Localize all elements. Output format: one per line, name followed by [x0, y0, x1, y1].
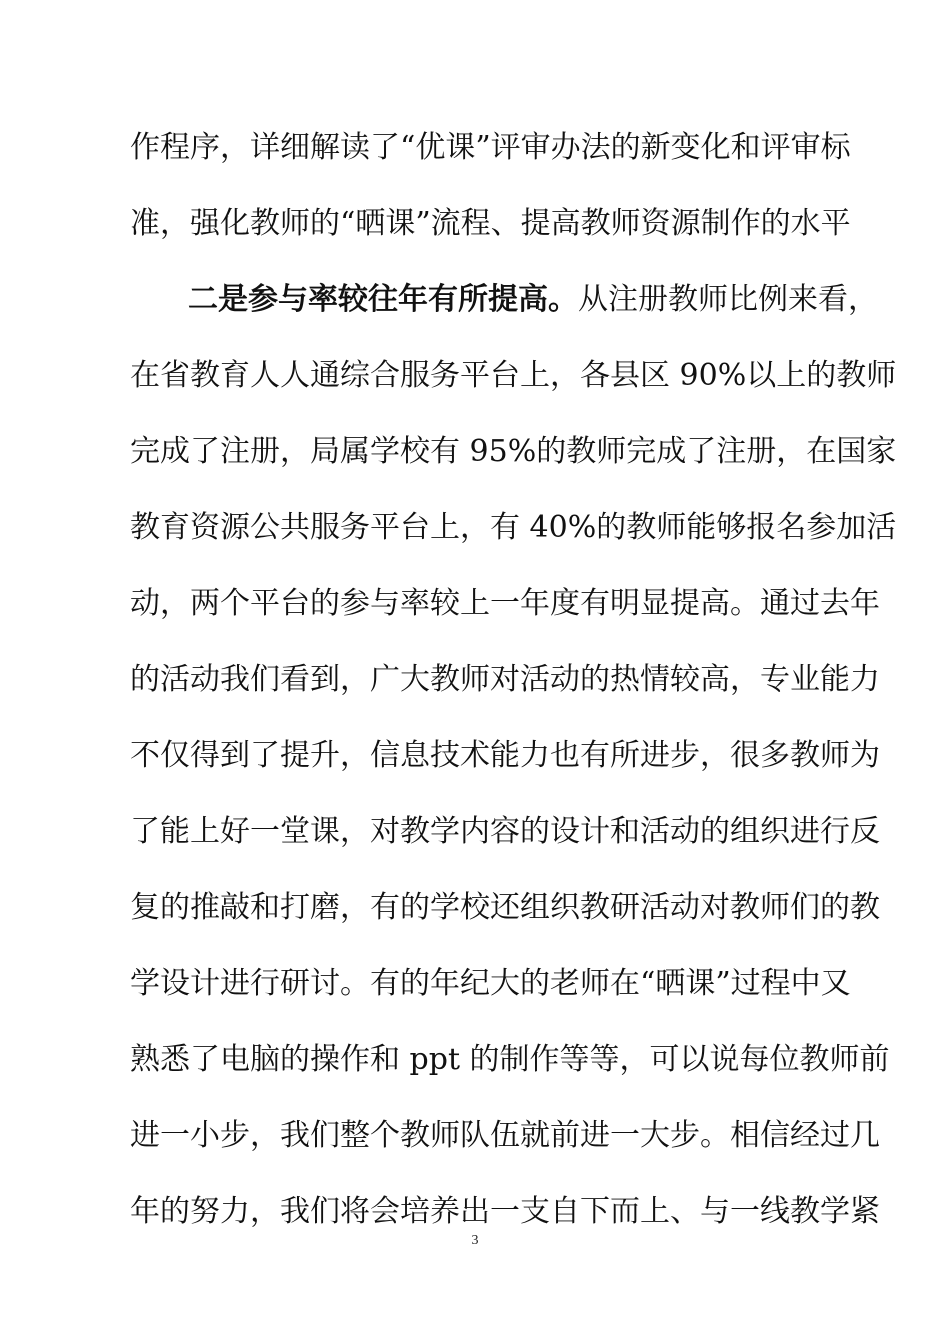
text-line-9: 不仅得到了提升，信息技术能力也有所进步，很多教师为: [130, 738, 880, 773]
text-line-1: 作程序，详细解读了“优课”评审办法的新变化和评审标: [130, 130, 851, 165]
text-line-14: 进一小步，我们整个教师队伍就前进一大步。相信经过几: [130, 1118, 880, 1153]
text-line-2: 准，强化教师的“晒课”流程、提高教师资源制作的水平: [130, 206, 851, 241]
paragraph-lead-text: 从注册教师比例来看，: [578, 282, 878, 317]
text-line-11: 复的推敲和打磨，有的学校还组织教研活动对教师们的教: [130, 890, 880, 925]
page-number: 3: [471, 1233, 479, 1248]
text-line-13: 熟悉了电脑的操作和 ppt 的制作等等，可以说每位教师前: [130, 1042, 890, 1077]
text-line-6: 教育资源公共服务平台上，有 40%的教师能够报名参加活: [130, 510, 897, 545]
paragraph-2-first-line: [188, 280, 878, 320]
text-line-8: 的活动我们看到，广大教师对活动的热情较高，专业能力: [130, 662, 880, 697]
text-line-15: 年的努力，我们将会培养出一支自下而上、与一线教学紧: [130, 1194, 880, 1229]
paragraph-heading: 二是参与率较往年有所提高。: [188, 282, 578, 317]
text-line-7: 动，两个平台的参与率较上一年度有明显提高。通过去年: [130, 586, 880, 621]
text-line-10: 了能上好一堂课，对教学内容的设计和活动的组织进行反: [130, 814, 880, 849]
text-line-5: 完成了注册，局属学校有 95%的教师完成了注册，在国家: [130, 434, 897, 469]
text-line-4: 在省教育人人通综合服务平台上，各县区 90%以上的教师: [130, 358, 897, 393]
text-line-12: 学设计进行研讨。有的年纪大的老师在“晒课”过程中又: [130, 966, 851, 1001]
